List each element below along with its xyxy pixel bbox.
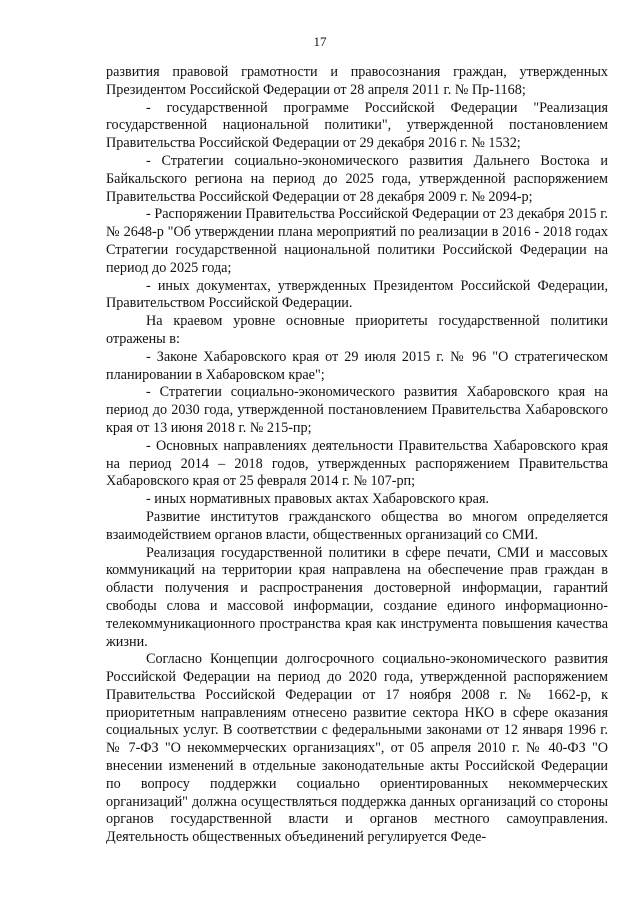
list-item-regional-strategy: - Стратегии социально-экономического развития Хабаровского края на период до 2030 года, утвержденной постановлением Правительства Хабаровского края от 13 июня 2018 г. № 215-пр; (106, 384, 608, 436)
list-item-other-regional-acts: - иных нормативных правовых актах Хабаровского края. (146, 491, 490, 508)
paragraph-civil-society: Развитие институтов гражданского общества во многом определяется взаимодействием органов власти, общественных организаций со СМИ. (106, 508, 608, 543)
list-item-far-east-strategy: - Стратегии социально-экономического развития Дальнего Востока и Байкальского региона на период до 2025 года, утвержденной распоряжением Правительства Российской Федерации от 28 декабря 2009 г. № 2094-р; (106, 152, 608, 205)
list-item-state-program: - государственной программе Российской Федерации "Реализация государственной национальной политики", утвержденной постановлением Правительства Российской Федерации от 29 декабря 2016 г. № 1532; (106, 99, 608, 152)
list-item-other-documents: - иных документах, утвержденных Президентом Российской Федерации, Правительством Российской Федерации. (106, 277, 608, 312)
paragraph-regional-priorities: На краевом уровне основные приоритеты государственной политики отражены в: (106, 313, 608, 347)
list-item-government-order: - Распоряжении Правительства Российской Федерации от 23 декабря 2015 г. № 2648-р "Об утверждении плана мероприятий по реализации в 2016 - 2018 годах Стратегии государственной национальной политики Российской Федерации на период до 2025 года; (106, 206, 608, 276)
page-number: 17 (313, 34, 327, 49)
list-item-government-directions: - Основных направлениях деятельности Правительства Хабаровского края на период 2014 – 2018 годов, утвержденных распоряжением Правительства Хабаровского края от 25 февраля 2014 г. № 107-рп; (106, 437, 608, 490)
paragraph-nko-concept: Согласно Концепции долгосрочного социально-экономического развития Российской Федерации на период до 2020 года, утвержденной распоряжением Правительства Российской Федерации от 17 ноября 2008 г. № 1662-р, к приоритетным направлениям отнесено развитие сектора НКО в сфере оказания социальных услуг. В соответствии с федеральными законами от 12 января 1996 г. № 7-ФЗ "О некоммерческих организациях", от 05 апреля 2010 г. № 40-ФЗ "О внесении изменений в отдельные законодательные акты Российской Федерации по вопросу поддержки социально ориентированных некоммерческих организаций" должна осуществляться поддержка данных организаций со стороны органов государственной власти и органов местного самоуправления. Деятельность общественных объединений регулируется Феде- (106, 651, 608, 846)
document-body (106, 64, 608, 847)
paragraph-continuation: развития правовой грамотности и правосознания граждан, утвержденных Президентом Российской Федерации от 28 апреля 2011 г. № Пр-1168; (106, 64, 608, 98)
list-item-regional-law: - Законе Хабаровского края от 29 июля 2015 г. № 96 "О стратегическом планировании в Хабаровском крае"; (106, 348, 608, 383)
paragraph-media-policy: Реализация государственной политики в сфере печати, СМИ и массовых коммуникаций на территории края направлена на обеспечение прав граждан в области получения и распространения достоверной информации, гарантий свободы слова и массовой информации, создание единого информационно-телекоммуникационного пространства края как инструмента повышения качества жизни. (106, 544, 608, 650)
